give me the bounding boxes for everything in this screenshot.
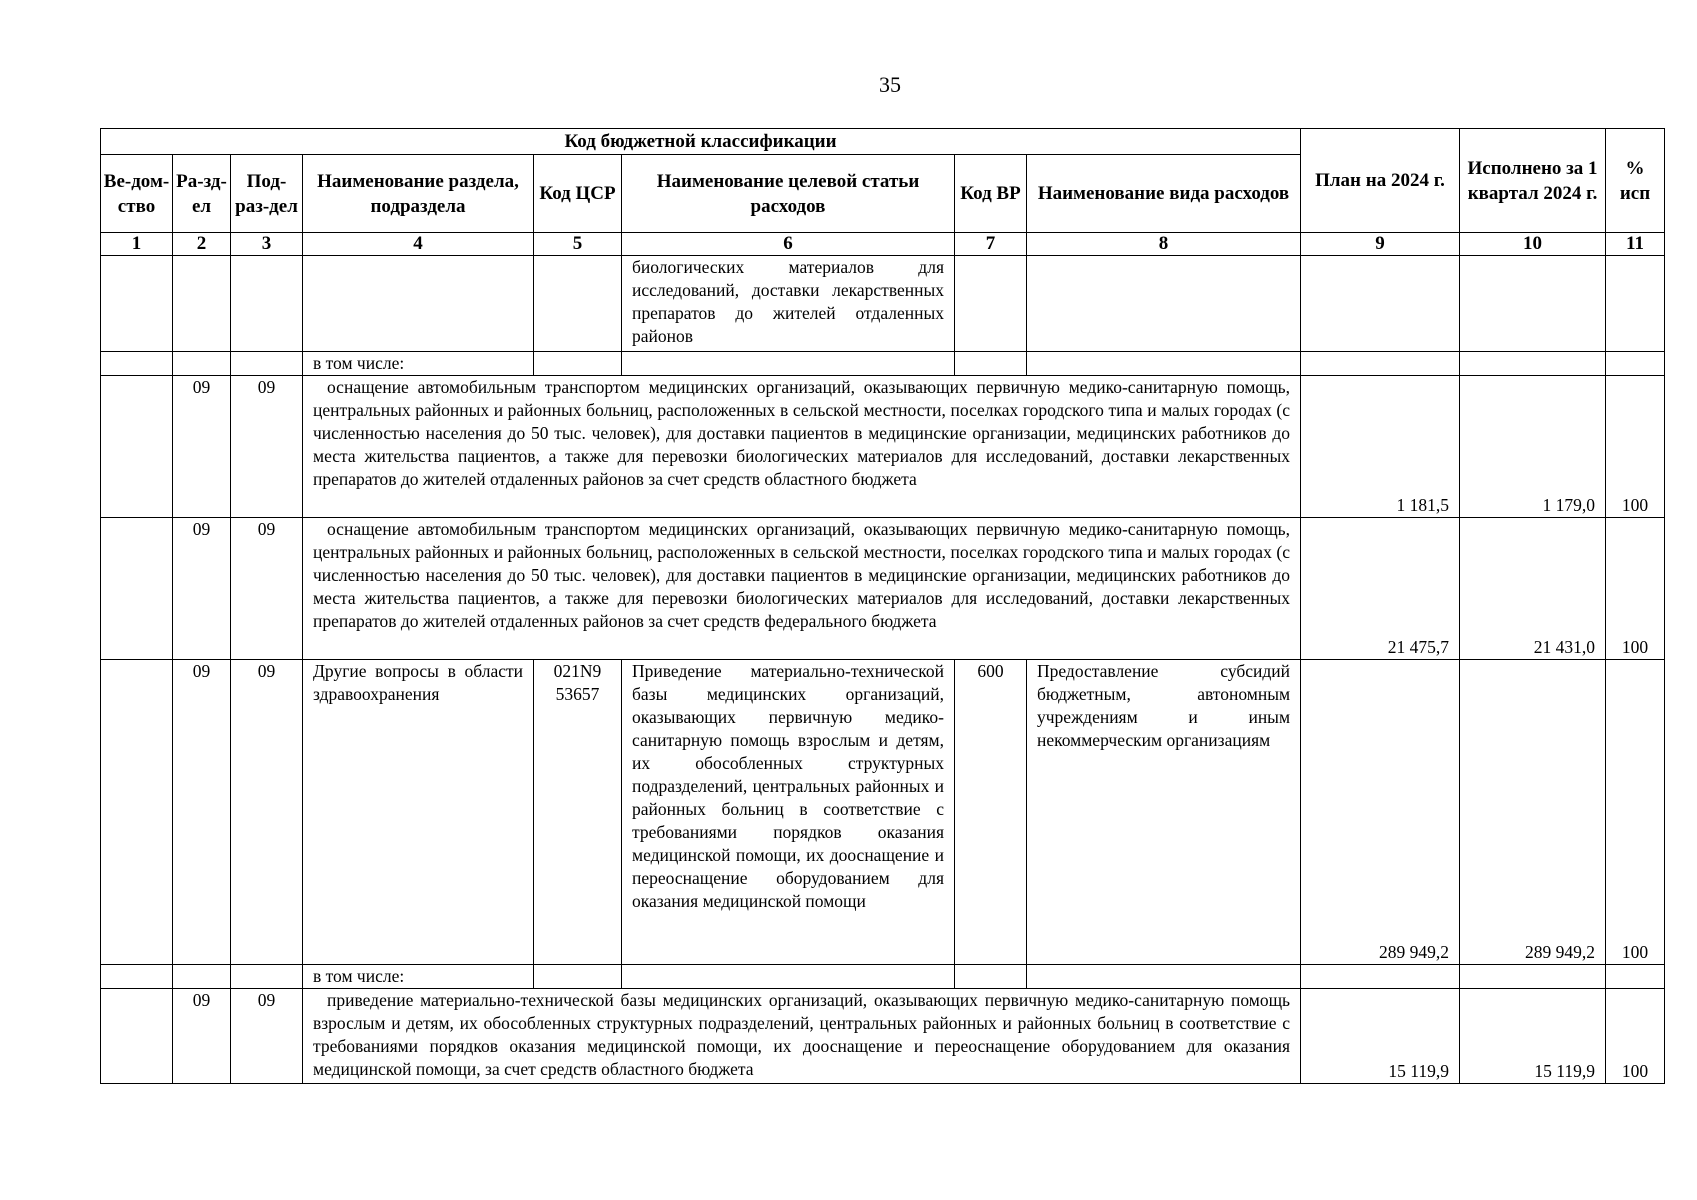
razdel-cell: 09	[173, 376, 231, 518]
col-number: 6	[622, 233, 955, 256]
ispolneno-cell: 21 431,0	[1460, 518, 1606, 660]
header-plan: План на 2024 г.	[1301, 129, 1460, 233]
podrazdel-cell: 09	[231, 660, 303, 965]
celevoy-cell: Приведение материально-технической базы медицинских организаций, оказывающих первичную медико-санитарную помощь взрослым и детям, их обособленных структурных подразделений, центральных районных и районных больниц в соответствие с требованиями порядков оказания медицинской помощи, их дооснащение и переоснащение оборудованием для оказания медицинской помощи	[622, 660, 955, 965]
vr-cell: 600	[955, 660, 1027, 965]
col-number: 3	[231, 233, 303, 256]
header-ispolneno: Исполнено за 1 квартал 2024 г.	[1460, 129, 1606, 233]
col-number: 5	[534, 233, 622, 256]
header-name-celevoy: Наименование целевой статьи расходов	[622, 155, 955, 233]
plan-cell: 21 475,7	[1301, 518, 1460, 660]
ispolneno-cell: 15 119,9	[1460, 989, 1606, 1084]
ispolneno-cell: 289 949,2	[1460, 660, 1606, 965]
col-number: 8	[1027, 233, 1301, 256]
table-row	[101, 376, 1665, 518]
razdel-cell: 09	[173, 660, 231, 965]
plan-cell: 15 119,9	[1301, 989, 1460, 1084]
subtotal-label: в том числе:	[303, 965, 534, 989]
column-numbers-row	[101, 233, 1665, 256]
header-vedomstvo: Ве-дом-ство	[101, 155, 173, 233]
col-number: 9	[1301, 233, 1460, 256]
plan-cell: 1 181,5	[1301, 376, 1460, 518]
subtotal-label: в том числе:	[303, 352, 534, 376]
pct-cell: 100	[1606, 376, 1665, 518]
row-description: приведение материально-технической базы медицинских организаций, оказывающих первичную медико-санитарную помощь взрослым и детям, их обособленных структурных подразделений, центральных районных и районных больниц в соответствие с требованиями порядков оказания медицинской помощи, их дооснащение и переоснащение оборудованием для оказания медицинской помощи, за счет средств областного бюджета	[303, 989, 1301, 1084]
header-vr: Код ВР	[955, 155, 1027, 233]
header-razdel: Ра-зд-ел	[173, 155, 231, 233]
ispolneno-cell: 1 179,0	[1460, 376, 1606, 518]
header-budget-classification: Код бюджетной классификации	[101, 129, 1301, 155]
header-name-razdel: Наименование раздела, подраздела	[303, 155, 534, 233]
col-number: 10	[1460, 233, 1606, 256]
csr-cell: 021N9 53657	[534, 660, 622, 965]
table-row	[101, 989, 1665, 1084]
podrazdel-cell: 09	[231, 518, 303, 660]
table-row	[101, 518, 1665, 660]
col-number: 4	[303, 233, 534, 256]
pct-cell: 100	[1606, 518, 1665, 660]
row-description: оснащение автомобильным транспортом медицинских организаций, оказывающих первичную медико-санитарную помощь, центральных районных и районных больниц, расположенных в сельской местности, поселках городского типа и малых городах (с численностью населения до 50 тыс. человек), для доставки пациентов в медицинские организации, медицинских работников до места жительства пациентов, а также для перевозки биологических материалов для исследований, доставки лекарственных препаратов до жителей отдаленных районов за счет средств федерального бюджета	[303, 518, 1301, 660]
header-podrazdel: Под-раз-дел	[231, 155, 303, 233]
col-number: 2	[173, 233, 231, 256]
vida-cell: Предоставление субсидий бюджетным, автономным учреждениям и иным некоммерческим организациям	[1027, 660, 1301, 965]
razdel-name-cell: Другие вопросы в области здравоохранения	[303, 660, 534, 965]
plan-cell: 289 949,2	[1301, 660, 1460, 965]
row-description: оснащение автомобильным транспортом медицинских организаций, оказывающих первичную медико-санитарную помощь, центральных районных и районных больниц, расположенных в сельской местности, поселках городского типа и малых городах (с численностью населения до 50 тыс. человек), для доставки пациентов в медицинские организации, медицинских работников до места жительства пациентов, а также для перевозки биологических материалов для исследований, доставки лекарственных препаратов до жителей отдаленных районов за счет средств областного бюджета	[303, 376, 1301, 518]
header-csr: Код ЦСР	[534, 155, 622, 233]
budget-table	[100, 128, 1665, 1084]
header-name-vida: Наименование вида расходов	[1027, 155, 1301, 233]
razdel-cell: 09	[173, 518, 231, 660]
podrazdel-cell: 09	[231, 376, 303, 518]
table-row	[101, 965, 1665, 989]
razdel-cell: 09	[173, 989, 231, 1084]
header-pct: % исп	[1606, 129, 1665, 233]
col-number: 7	[955, 233, 1027, 256]
table-row	[101, 352, 1665, 376]
col-number: 1	[101, 233, 173, 256]
col-number: 11	[1606, 233, 1665, 256]
pct-cell: 100	[1606, 660, 1665, 965]
celevoy-continuation: биологических материалов для исследований, доставки лекарственных препаратов до жителей отдаленных районов	[622, 256, 955, 352]
pct-cell: 100	[1606, 989, 1665, 1084]
page-number: 35	[879, 72, 901, 97]
table-row	[101, 660, 1665, 965]
table-row	[101, 256, 1665, 352]
podrazdel-cell: 09	[231, 989, 303, 1084]
